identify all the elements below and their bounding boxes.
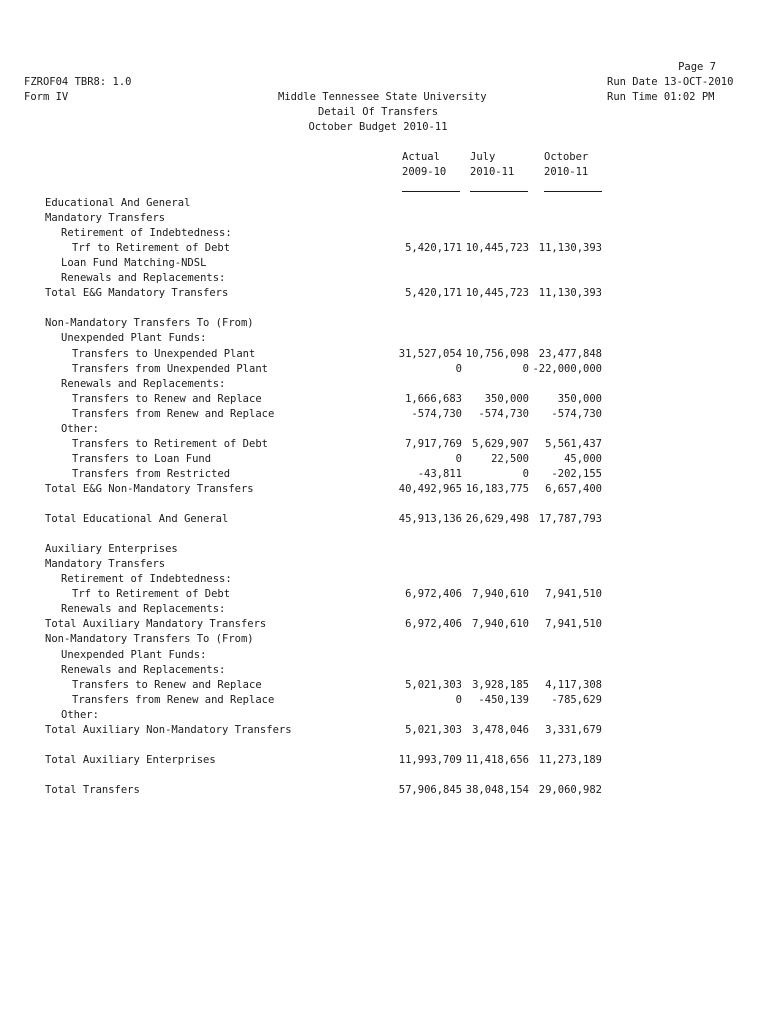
col-header-october: October	[544, 151, 589, 163]
row-value: 5,561,437	[545, 438, 602, 450]
row-value: 45,000	[564, 453, 602, 465]
table-row	[0, 316, 770, 331]
row-label: Total E&G Mandatory Transfers	[45, 287, 229, 299]
row-label: Non-Mandatory Transfers To (From)	[45, 633, 254, 645]
row-value: 26,629,498	[465, 513, 529, 525]
table-row	[0, 723, 770, 738]
row-value: 5,021,303	[405, 679, 462, 691]
row-value: 5,629,907	[472, 438, 529, 450]
row-label: Transfers from Unexpended Plant	[72, 363, 268, 375]
table-row	[0, 738, 770, 753]
table-row	[0, 632, 770, 647]
table-row	[0, 241, 770, 256]
row-label: Renewals and Replacements:	[61, 603, 226, 615]
table-row	[0, 482, 770, 497]
row-label: Trf to Retirement of Debt	[72, 588, 231, 600]
row-label: Transfers from Restricted	[72, 468, 231, 480]
row-value: 10,756,098	[465, 348, 529, 360]
table-row	[0, 301, 770, 316]
row-label: Mandatory Transfers	[45, 558, 166, 570]
table-row	[0, 542, 770, 557]
row-label: Transfers to Loan Fund	[72, 453, 212, 465]
row-value: -43,811	[417, 468, 462, 480]
run-time: Run Time 01:02 PM	[607, 91, 715, 103]
row-value: 5,021,303	[405, 724, 462, 736]
row-value: 23,477,848	[538, 348, 602, 360]
row-value: 1,666,683	[405, 393, 462, 405]
row-label: Renewals and Replacements:	[61, 378, 226, 390]
row-label: Unexpended Plant Funds:	[61, 332, 207, 344]
row-label: Other:	[61, 709, 99, 721]
row-value: 7,941,510	[545, 618, 602, 630]
row-value: -22,000,000	[532, 363, 602, 375]
row-value: 7,941,510	[545, 588, 602, 600]
col-header-october-year: 2010-11	[544, 166, 589, 178]
row-label: Loan Fund Matching-NDSL	[61, 257, 207, 269]
table-row	[0, 602, 770, 617]
table-row	[0, 362, 770, 377]
table-row	[0, 783, 770, 798]
row-value: -785,629	[551, 694, 602, 706]
row-label: Transfers to Renew and Replace	[72, 393, 262, 405]
col-underline-july	[470, 191, 528, 192]
run-date: Run Date 13-OCT-2010	[607, 76, 734, 88]
row-label: Total Auxiliary Mandatory Transfers	[45, 618, 267, 630]
row-label: Total E&G Non-Mandatory Transfers	[45, 483, 254, 495]
table-row	[0, 497, 770, 512]
table-row	[0, 226, 770, 241]
table-row	[0, 663, 770, 678]
table-row	[0, 211, 770, 226]
table-row	[0, 587, 770, 602]
table-row	[0, 331, 770, 346]
row-label: Trf to Retirement of Debt	[72, 242, 231, 254]
row-value: 5,420,171	[405, 242, 462, 254]
table-row	[0, 422, 770, 437]
row-value: 16,183,775	[465, 483, 529, 495]
table-row	[0, 753, 770, 768]
row-label: Transfers to Renew and Replace	[72, 679, 262, 691]
row-value: 40,492,965	[398, 483, 462, 495]
table-row	[0, 467, 770, 482]
report-id: FZROF04 TBR8: 1.0	[24, 76, 132, 88]
form-label: Form IV	[24, 91, 69, 103]
row-value: -202,155	[551, 468, 602, 480]
table-row	[0, 377, 770, 392]
table-row	[0, 392, 770, 407]
table-row	[0, 617, 770, 632]
row-value: -574,730	[551, 408, 602, 420]
row-value: 29,060,982	[538, 784, 602, 796]
row-label: Total Auxiliary Non-Mandatory Transfers	[45, 724, 292, 736]
row-value: 0	[455, 363, 462, 375]
col-header-july: July	[470, 151, 496, 163]
row-label: Transfers to Unexpended Plant	[72, 348, 256, 360]
page-number: Page 7	[678, 61, 716, 73]
row-value: 11,273,189	[538, 754, 602, 766]
row-value: 0	[522, 363, 529, 375]
col-header-actual-year: 2009-10	[402, 166, 447, 178]
row-label: Renewals and Replacements:	[61, 664, 226, 676]
row-label: Auxiliary Enterprises	[45, 543, 178, 555]
row-value: 17,787,793	[538, 513, 602, 525]
row-label: Retirement of Indebtedness:	[61, 227, 232, 239]
row-value: 7,940,610	[472, 618, 529, 630]
row-value: 10,445,723	[465, 287, 529, 299]
row-value: 22,500	[491, 453, 529, 465]
university-name: Middle Tennessee State University	[278, 91, 487, 103]
row-label: Retirement of Indebtedness:	[61, 573, 232, 585]
table-row	[0, 407, 770, 422]
table-row	[0, 196, 770, 211]
row-value: 6,657,400	[545, 483, 602, 495]
row-value: -574,730	[411, 408, 462, 420]
row-value: 3,331,679	[545, 724, 602, 736]
table-row	[0, 693, 770, 708]
row-label: Transfers to Retirement of Debt	[72, 438, 268, 450]
table-row	[0, 347, 770, 362]
row-value: 7,917,769	[405, 438, 462, 450]
table-row	[0, 572, 770, 587]
row-value: 3,478,046	[472, 724, 529, 736]
row-value: 6,972,406	[405, 588, 462, 600]
table-row	[0, 256, 770, 271]
row-value: 38,048,154	[465, 784, 529, 796]
col-header-actual: Actual	[402, 151, 440, 163]
row-value: 0	[455, 453, 462, 465]
table-row	[0, 452, 770, 467]
row-value: 6,972,406	[405, 618, 462, 630]
budget-title: October Budget 2010-11	[308, 121, 448, 133]
row-label: Unexpended Plant Funds:	[61, 649, 207, 661]
row-label: Non-Mandatory Transfers To (From)	[45, 317, 254, 329]
table-row	[0, 527, 770, 542]
row-label: Total Auxiliary Enterprises	[45, 754, 216, 766]
row-label: Other:	[61, 423, 99, 435]
row-value: 45,913,136	[398, 513, 462, 525]
row-label: Total Educational And General	[45, 513, 229, 525]
table-row	[0, 557, 770, 572]
table-row	[0, 271, 770, 286]
table-row	[0, 512, 770, 527]
row-value: 11,130,393	[538, 242, 602, 254]
row-label: Educational And General	[45, 197, 191, 209]
table-row	[0, 648, 770, 663]
row-label: Transfers from Renew and Replace	[72, 408, 275, 420]
row-label: Renewals and Replacements:	[61, 272, 226, 284]
row-value: 11,418,656	[465, 754, 529, 766]
row-value: 350,000	[557, 393, 602, 405]
row-value: 5,420,171	[405, 287, 462, 299]
col-underline-october	[544, 191, 602, 192]
table-row	[0, 286, 770, 301]
table-row	[0, 437, 770, 452]
row-value: 31,527,054	[398, 348, 462, 360]
row-value: -574,730	[478, 408, 529, 420]
row-value: 11,993,709	[398, 754, 462, 766]
row-value: 350,000	[484, 393, 529, 405]
row-label: Transfers from Renew and Replace	[72, 694, 275, 706]
row-label: Mandatory Transfers	[45, 212, 166, 224]
col-header-july-year: 2010-11	[470, 166, 515, 178]
report-title: Detail Of Transfers	[317, 106, 439, 118]
col-underline-actual	[402, 191, 460, 192]
row-value: 0	[455, 694, 462, 706]
row-value: 11,130,393	[538, 287, 602, 299]
row-value: 0	[522, 468, 529, 480]
row-label: Total Transfers	[45, 784, 140, 796]
row-value: 4,117,308	[545, 679, 602, 691]
table-row	[0, 678, 770, 693]
row-value: 10,445,723	[465, 242, 529, 254]
row-value: 57,906,845	[398, 784, 462, 796]
row-value: 3,928,185	[472, 679, 529, 691]
row-value: 7,940,610	[472, 588, 529, 600]
table-row	[0, 768, 770, 783]
table-row	[0, 708, 770, 723]
row-value: -450,139	[478, 694, 529, 706]
